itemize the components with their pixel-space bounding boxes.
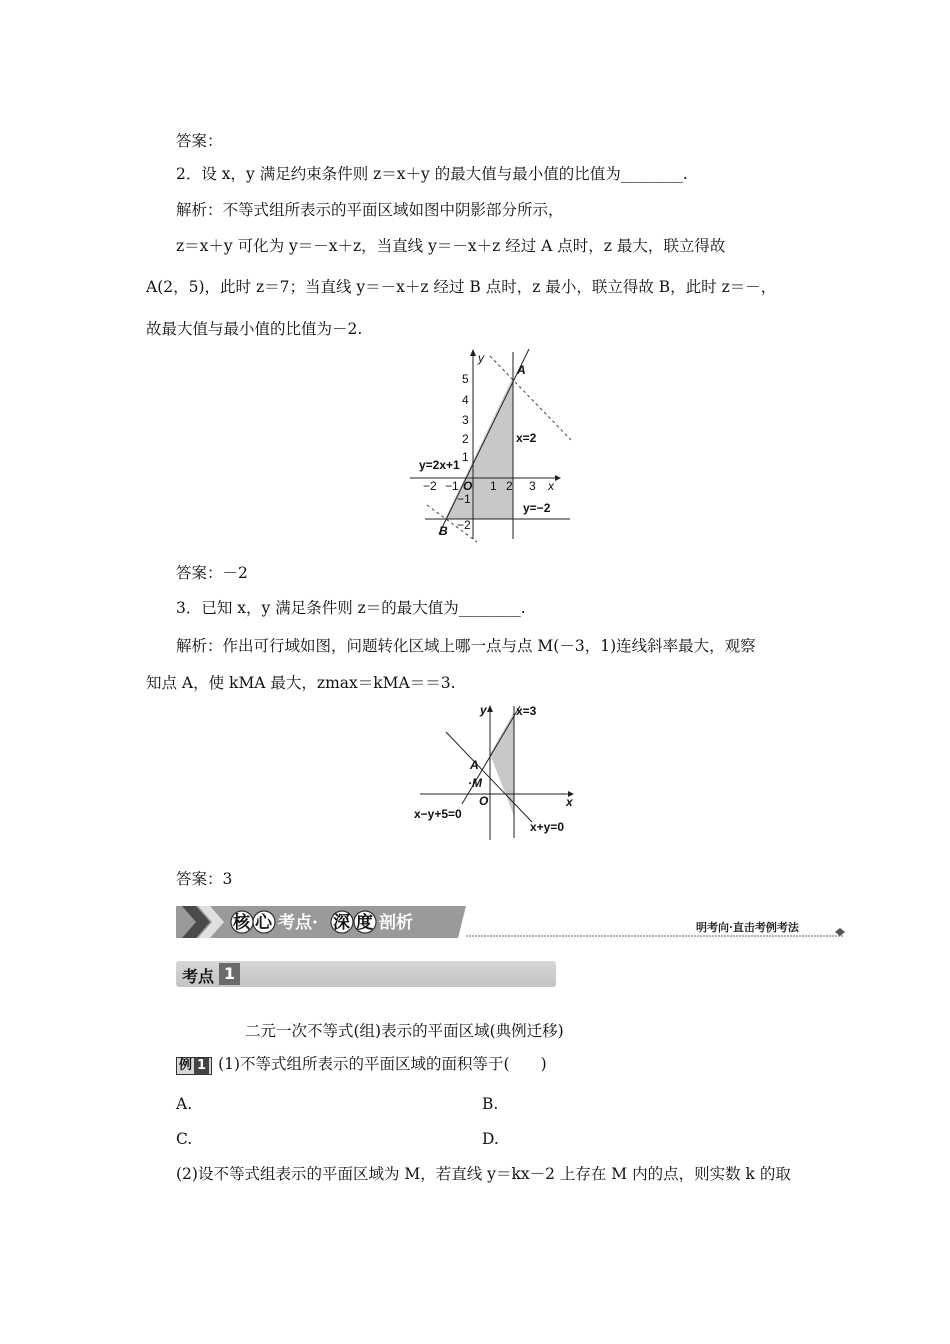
option-c: C.	[176, 1130, 193, 1148]
y-tick-minus-1: −1	[457, 492, 471, 506]
origin-label: O	[463, 479, 473, 493]
shaded-region	[445, 377, 513, 519]
x-axis-arrow	[555, 475, 561, 481]
section-number: 1	[219, 963, 240, 985]
origin-label: O	[479, 794, 489, 808]
problem-2: 2．设 x，y 满足约束条件则 z＝x＋y 的最大值与最小值的比值为________.	[176, 165, 688, 183]
y-axis-label: y	[480, 703, 487, 717]
y-axis-label: y	[478, 351, 484, 365]
option-a: A.	[176, 1095, 193, 1113]
example-1-part-2: (2)设不等式组表示的平面区域为 M，若直线 y＝kx－2 上存在 M 内的点，则实数 k 的取	[176, 1165, 791, 1183]
y-tick-1: 1	[462, 450, 469, 464]
point-a-label: A	[517, 363, 526, 377]
example-tag-label: 例	[179, 1058, 193, 1073]
example-1-part-1	[176, 1054, 547, 1075]
y-tick-5: 5	[462, 372, 469, 386]
section-header	[176, 961, 556, 987]
banner-title-5: 度	[356, 913, 373, 933]
banner-title-1: 核	[233, 913, 250, 933]
option-b: B.	[482, 1095, 499, 1113]
solution-2-line-2: z＝x＋y 可化为 y＝－x＋z，当直线 y＝－x＋z 经过 A 点时，z 最大，联立得故	[176, 237, 726, 255]
section-banner	[176, 903, 851, 941]
point-m-label: ·M	[468, 776, 482, 790]
x-tick-2: 2	[506, 479, 513, 493]
answer-3: 答案：3	[176, 870, 233, 888]
topic-title: 二元一次不等式(组)表示的平面区域(典例迁移)	[245, 1022, 564, 1040]
banner-title-6: 剖析	[379, 913, 413, 933]
diamond-icon	[835, 928, 845, 936]
point-a-label: A	[470, 758, 479, 772]
answer-label-1: 答案：	[176, 132, 223, 150]
y-tick-3: 3	[462, 413, 469, 427]
figure-2	[410, 702, 580, 842]
point-b-label: B	[439, 524, 448, 538]
eq-ym2-label: y=−2	[523, 501, 551, 515]
y-tick-2: 2	[462, 432, 469, 446]
solution-2-line-3: A(2，5)，此时 z＝7；当直线 y＝－x＋z 经过 B 点时，z 最小，联立得故 B，此时 z＝－，	[146, 278, 777, 296]
option-d: D.	[482, 1130, 499, 1148]
eq-x3-label: x=3	[516, 704, 537, 718]
eq-line2-label: x+y=0	[530, 820, 565, 834]
shaded-region	[490, 712, 514, 816]
example-tag-number: 1	[194, 1058, 209, 1074]
problem-3: 3．已知 x，y 满足条件则 z＝的最大值为________.	[176, 599, 526, 617]
eq-x2-label: x=2	[516, 431, 537, 445]
section-label: 考点	[182, 967, 215, 986]
x-tick-1: 1	[490, 479, 497, 493]
example-1-text: (1)不等式组所表示的平面区域的面积等于( )	[218, 1055, 547, 1073]
x-tick-minus-2: −2	[423, 479, 437, 493]
y-axis-arrow	[470, 349, 476, 356]
x-tick-minus-1: −1	[445, 479, 459, 493]
x-tick-3: 3	[529, 479, 536, 493]
banner-subtitle: 明考向·直击考例考法	[696, 921, 799, 934]
y-tick-4: 4	[462, 393, 469, 407]
solution-3-line-2: 知点 A，使 kMA 最大，zmax＝kMA＝＝3.	[146, 674, 456, 692]
banner-title-2: 心	[255, 913, 272, 933]
eq-y2x1-label: y=2x+1	[419, 458, 460, 472]
x-axis-label: x	[548, 479, 554, 493]
y-tick-minus-2: −2	[457, 518, 471, 532]
banner-title-3: 考点·	[278, 913, 318, 933]
solution-2-line-1: 解析：不等式组所表示的平面区域如图中阴影部分所示，	[176, 201, 564, 219]
example-tag	[176, 1057, 212, 1075]
eq-line1-label: x−y+5=0	[414, 807, 462, 821]
solution-2-line-4: 故最大值与最小值的比值为－2.	[146, 320, 363, 338]
x-axis-label: x	[566, 795, 573, 809]
solution-3-line-1: 解析：作出可行域如图，问题转化区域上哪一点与点 M(－3，1)连线斜率最大，观察	[176, 637, 756, 655]
answer-2: 答案：－2	[176, 564, 248, 582]
figure-1	[405, 344, 575, 544]
banner-title-4: 深	[333, 913, 350, 933]
y-axis-arrow	[487, 705, 493, 712]
